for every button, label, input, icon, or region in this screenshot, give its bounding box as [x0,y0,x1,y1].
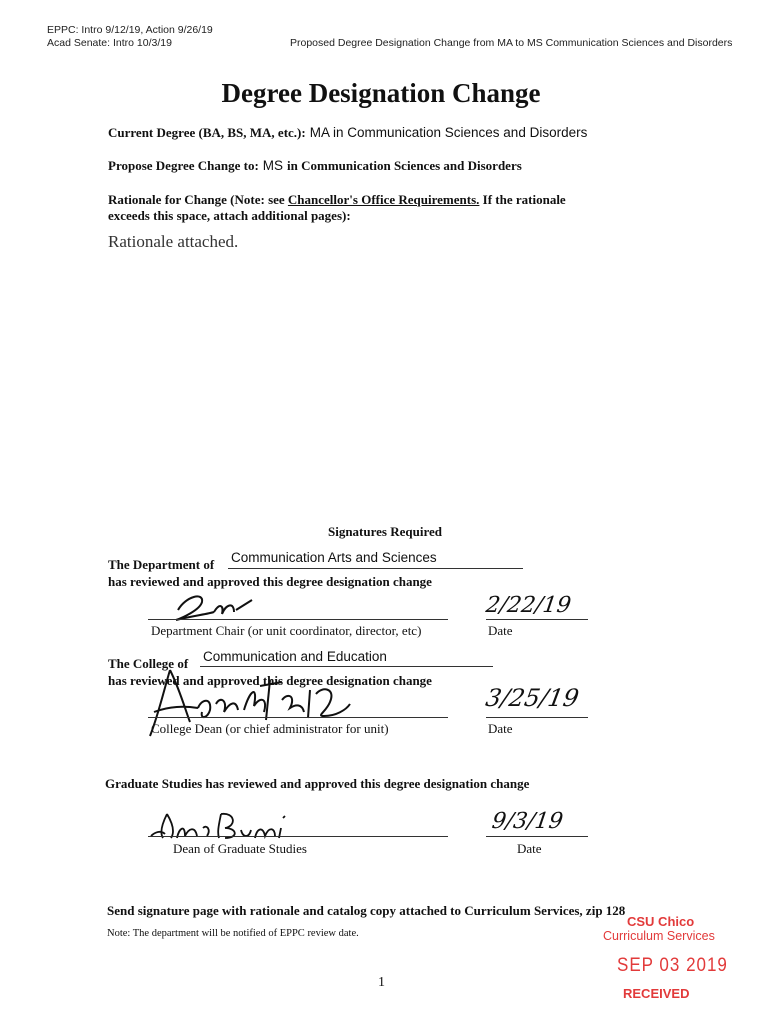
page-number: 1 [378,975,385,990]
college-prefix: The College of [108,656,189,671]
stamp-line-2: Curriculum Services [603,929,715,943]
chair-date-caption: Date [488,623,513,638]
rationale-label-part1: Rationale for Change (Note: see [108,192,285,207]
signatures-heading: Signatures Required [327,524,442,539]
proposed-degree-row [108,157,522,175]
department-value: Communication Arts and Sciences [231,550,437,565]
rationale-label-part2: If the rationale [482,192,566,207]
grad-date-value: 9/3/19 [490,809,565,834]
rationale-label [108,192,566,208]
grad-date-caption: Date [517,841,542,856]
stamp-line-1: CSU Chico [627,914,695,929]
proposed-degree-label: Propose Degree Change to: [108,158,259,173]
college-value: Communication and Education [203,649,387,664]
grad-statement: Graduate Studies has reviewed and approved this degree designation change [105,776,530,791]
grad-signature-line [148,836,448,837]
rationale-value: Rationale attached. [108,232,239,251]
department-prefix: The Department of [108,557,215,572]
stamp-received: RECEIVED [623,986,690,1001]
chair-caption: Department Chair (or unit coordinator, director, etc) [151,623,422,638]
department-line [228,568,523,569]
header-line-2: Acad Senate: Intro 10/3/19 [47,37,172,49]
chair-date-line [486,619,588,620]
dean-signature-line [148,717,448,718]
chancellors-office-link[interactable]: Chancellor's Office Requirements. [287,192,480,207]
chair-signature-line [148,619,448,620]
chair-date-value: 2/22/19 [484,593,573,618]
current-degree-value: MA in Communication Sciences and Disorders [309,125,588,140]
header-line-1: EPPC: Intro 9/12/19, Action 9/26/19 [47,24,213,36]
grad-dean-signature [145,806,305,846]
rationale-label-line2: exceeds this space, attach additional pages): [108,208,351,223]
send-note: Send signature page with rationale and catalog copy attached to Curriculum Services, zip 128 [107,903,626,918]
department-statement: has reviewed and approved this degree designation change [108,574,432,589]
page-title: Degree Designation Change [221,78,541,108]
current-degree-row [108,124,587,142]
dean-date-line [486,717,588,718]
grad-caption: Dean of Graduate Studies [173,841,307,856]
current-degree-label: Current Degree (BA, BS, MA, etc.): [108,125,306,140]
header-right: Proposed Degree Designation Change from MA to MS Communication Sciences and Disorders [290,37,733,49]
grad-date-line [486,836,588,837]
college-statement: has reviewed and approved this degree designation change [108,673,432,688]
proposed-degree-value: in Communication Sciences and Disorders [287,158,522,173]
dean-date-caption: Date [488,721,513,736]
dean-date-value: 3/25/19 [483,684,581,712]
proposed-degree-prefix: MS [262,158,284,173]
stamp-date: SEP 03 2019 [617,953,728,976]
review-note: Note: The department will be notified of EPPC review date. [107,928,359,939]
dean-caption: College Dean (or chief administrator for unit) [151,721,389,736]
